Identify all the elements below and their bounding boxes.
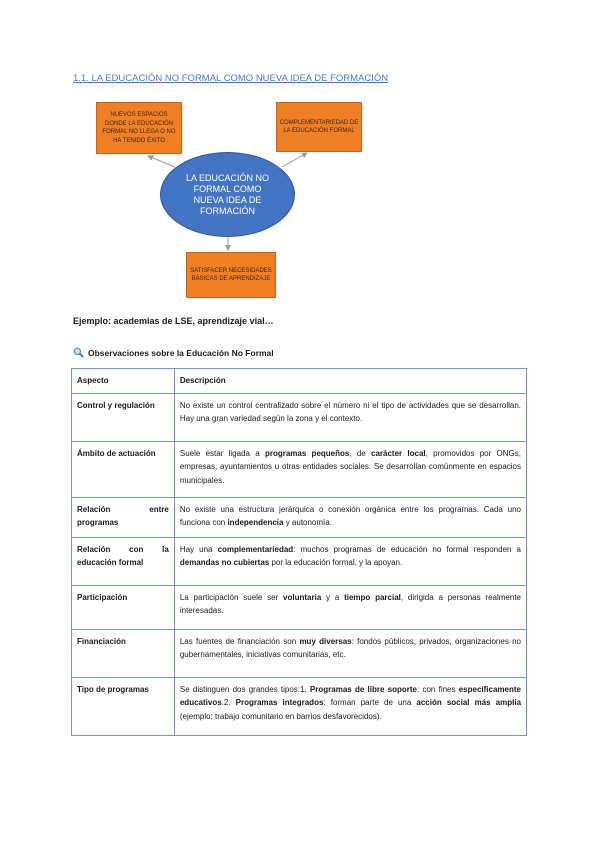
table-row bbox=[72, 441, 527, 497]
description-text: , dirigida a personas realmente interesadas. bbox=[179, 592, 521, 615]
observations-title-text: Observaciones sobre la Educación No Formal bbox=[88, 347, 274, 358]
box-complementarity bbox=[276, 102, 362, 152]
emphasis-text: voluntaria bbox=[283, 592, 322, 602]
aspect-cell: Control y regulación bbox=[72, 393, 175, 441]
aspect-cell: Tipo de programas bbox=[72, 677, 175, 735]
emphasis-text: específicamente educativos bbox=[179, 684, 521, 707]
emphasis-text: programas pequeños bbox=[264, 448, 350, 458]
description-text: Suele estar ligada a bbox=[179, 448, 265, 458]
center-ellipse-text: LA EDUCACIÓN NO FORMAL COMO NUEVA IDEA DE FORMACIÓN bbox=[185, 172, 270, 216]
example-line: Ejemplo: academias de LSE, aprendizaje vial… bbox=[73, 316, 274, 326]
description-text: Hay una bbox=[179, 544, 218, 554]
magnifier-icon bbox=[73, 347, 84, 358]
emphasis-text: muy diversas bbox=[299, 636, 352, 646]
table-row bbox=[72, 585, 527, 629]
emphasis-text: complementariedad bbox=[217, 544, 294, 554]
emphasis-text: carácter local bbox=[371, 448, 426, 458]
box-new-spaces-text: NUEVOS ESPACIOS DONDE LA EDUCACIÓN FORMAL NO LLEGA O NO HA TENIDO ÉXITO bbox=[102, 112, 176, 144]
description-cell bbox=[174, 441, 526, 497]
description-text: , promovidos por ONGs, empresas, ayuntamientos u otras entidades sociales. Se desarrollan comúnmente en espacios municipales. bbox=[179, 448, 522, 485]
description-text: Se distinguen dos grandes tipos:1. bbox=[179, 684, 310, 694]
table-row bbox=[72, 629, 527, 677]
description-cell bbox=[174, 537, 526, 585]
description-text: : forman parte de una bbox=[323, 698, 417, 707]
emphasis-text: Programas integrados bbox=[235, 698, 324, 707]
observations-title bbox=[73, 347, 274, 358]
description-cell bbox=[174, 497, 526, 537]
description-text: No existe una estructura jerárquica o conexión orgánica entre los programas. Cada uno funciona con bbox=[179, 504, 521, 527]
center-ellipse bbox=[160, 152, 295, 237]
description-text: : con fines bbox=[417, 684, 459, 694]
description-text: , de bbox=[349, 448, 371, 458]
description-text: : fondos públicos, privados, organizaciones no gubernamentales, iniciativas comunitarias, etc. bbox=[179, 636, 522, 659]
description-text: : muchos programas de educación no formal responden a bbox=[293, 544, 521, 554]
description-cell bbox=[174, 629, 526, 677]
description-text: por la educación formal, y la apoyan. bbox=[269, 558, 403, 567]
table-row bbox=[72, 537, 527, 585]
description-text: Las fuentes de financiación son bbox=[179, 636, 300, 646]
table-row bbox=[72, 393, 527, 441]
table-row bbox=[72, 497, 527, 537]
emphasis-text: acción social más amplia bbox=[416, 698, 522, 707]
box-complementarity-text: COMPLEMENTARIEDAD DE LA EDUCACIÓN FORMAL bbox=[279, 119, 359, 134]
aspect-cell: Relación entre programas bbox=[72, 497, 175, 537]
aspect-cell: Ámbito de actuación bbox=[72, 441, 175, 497]
description-text: (ejemplo: trabajo comunitario en barrios desfavorecidos). bbox=[179, 711, 382, 721]
emphasis-text: demandas no cubiertas bbox=[179, 558, 270, 567]
aspect-cell: Relación con la educación formal bbox=[72, 537, 175, 585]
diagram-arrows bbox=[0, 0, 600, 310]
table-header-row bbox=[72, 369, 527, 394]
description-cell bbox=[174, 393, 526, 441]
emphasis-text: Programas de libre soporte bbox=[309, 684, 417, 694]
description-text: La participación suele ser bbox=[179, 592, 284, 602]
header-aspect: Aspecto bbox=[72, 369, 175, 394]
emphasis-text: tiempo parcial bbox=[344, 592, 401, 602]
description-text: y a bbox=[321, 592, 345, 602]
header-description: Descripción bbox=[174, 369, 526, 394]
emphasis-text: independencia bbox=[227, 518, 284, 527]
section-heading: 1.1. LA EDUCACIÓN NO FORMAL COMO NUEVA IDEA DE FORMACIÓN bbox=[73, 73, 389, 84]
box-new-spaces bbox=[96, 102, 182, 154]
box-basic-needs bbox=[186, 252, 276, 298]
description-cell bbox=[174, 677, 526, 735]
description-text: .2. bbox=[221, 698, 236, 707]
description-text: y autonomía. bbox=[283, 518, 332, 527]
concept-diagram bbox=[0, 0, 600, 310]
aspect-cell: Financiación bbox=[72, 629, 175, 677]
description-text: No existe un control centralizado sobre el número ni el tipo de actividades que se desarrollan. Hay una gran variedad según la zona y el contexto. bbox=[179, 400, 521, 423]
aspect-cell: Participación bbox=[72, 585, 175, 629]
table-row bbox=[72, 677, 527, 735]
observations-table bbox=[71, 368, 527, 736]
description-cell bbox=[174, 585, 526, 629]
box-basic-needs-text: SATISFACER NECESIDADES BÁSICAS DE APRENDIZAJE bbox=[190, 267, 272, 282]
